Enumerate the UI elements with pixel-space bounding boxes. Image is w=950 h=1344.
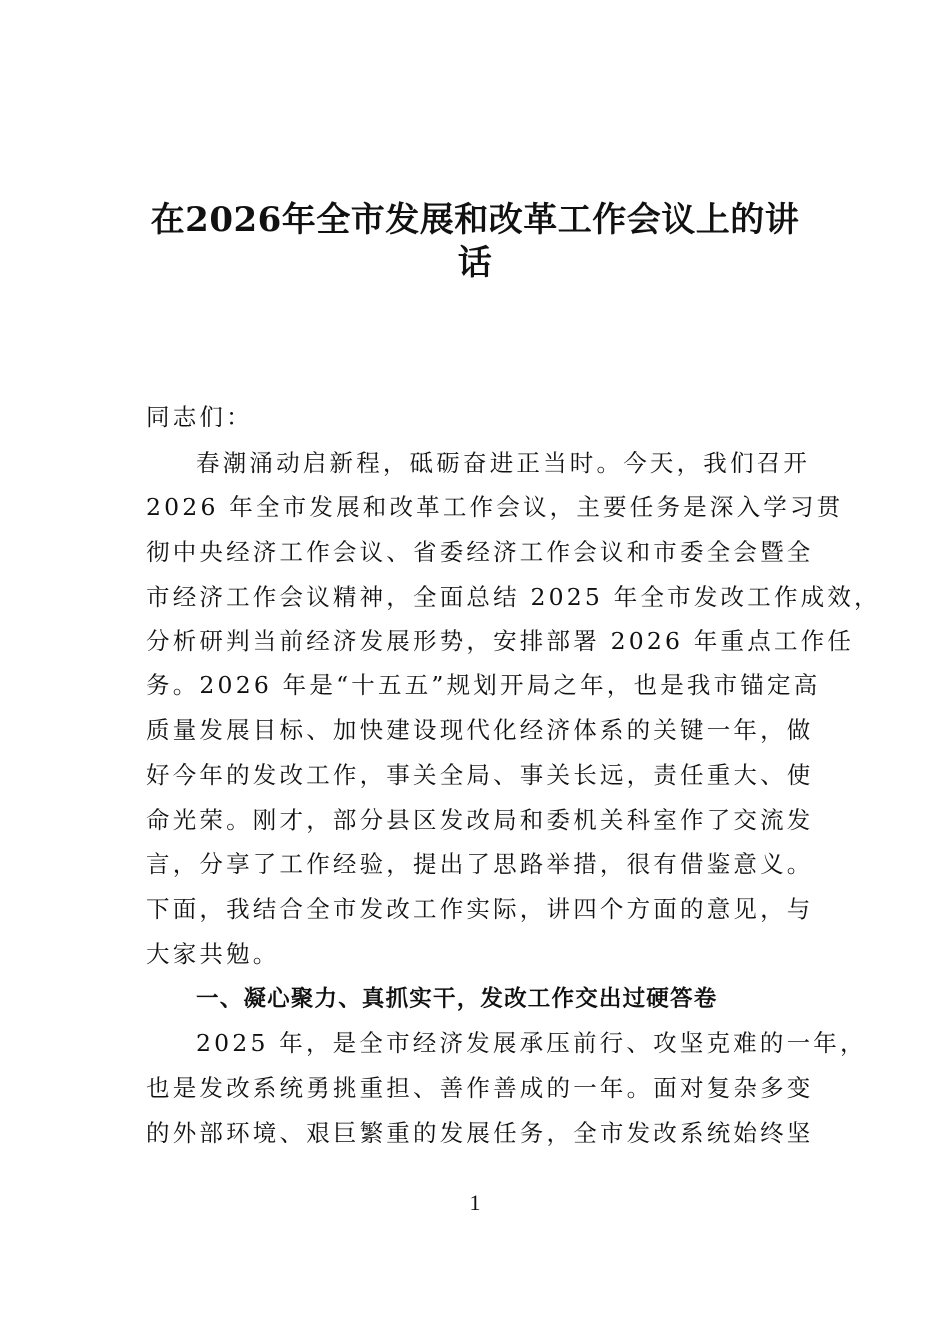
- paragraph-line: 质量发展目标、加快建设现代化经济体系的关键一年，做: [146, 716, 814, 744]
- paragraph-line: 也是发改系统勇挑重担、善作善成的一年。面对复杂多变: [146, 1074, 814, 1102]
- section-heading: 一、凝心聚力、真抓实干，发改工作交出过硬答卷: [196, 986, 718, 1012]
- paragraph-line: 春潮涌动启新程，砥砺奋进正当时。今天，我们召开: [196, 449, 811, 477]
- paragraph-line: 彻中央经济工作会议、省委经济工作会议和市委全会暨全: [146, 538, 814, 566]
- paragraph-line: 命光荣。刚才，部分县区发改局和委机关科室作了交流发: [146, 806, 814, 834]
- page-number: 1: [469, 1190, 481, 1215]
- paragraph-line: 下面，我结合全市发改工作实际，讲四个方面的意见，与: [146, 895, 814, 923]
- paragraph-line: 2026 年全市发展和改革工作会议，主要任务是深入学习贯: [146, 493, 844, 521]
- document-title-line-2: 话: [457, 243, 493, 283]
- paragraph-line: 言，分享了工作经验，提出了思路举措，很有借鉴意义。: [146, 850, 814, 878]
- paragraph-line: 分析研判当前经济发展形势，安排部署 2026 年重点工作任: [146, 627, 855, 655]
- salutation: 同志们：: [146, 403, 253, 431]
- paragraph-line: 大家共勉。: [146, 940, 280, 968]
- paragraph-line: 市经济工作会议精神，全面总结 2025 年全市发改工作成效，: [146, 583, 881, 611]
- paragraph-line: 的外部环境、艰巨繁重的发展任务，全市发改系统始终坚: [146, 1119, 814, 1147]
- paragraph-line: 务。2026 年是“十五五”规划开局之年，也是我市锚定高: [146, 671, 821, 699]
- paragraph-line: 好今年的发改工作，事关全局、事关长远，责任重大、使: [146, 761, 814, 789]
- paragraph-line: 2025 年，是全市经济发展承压前行、攻坚克难的一年，: [196, 1029, 867, 1057]
- document-title-line-1: 在2026年全市发展和改革工作会议上的讲: [150, 200, 800, 240]
